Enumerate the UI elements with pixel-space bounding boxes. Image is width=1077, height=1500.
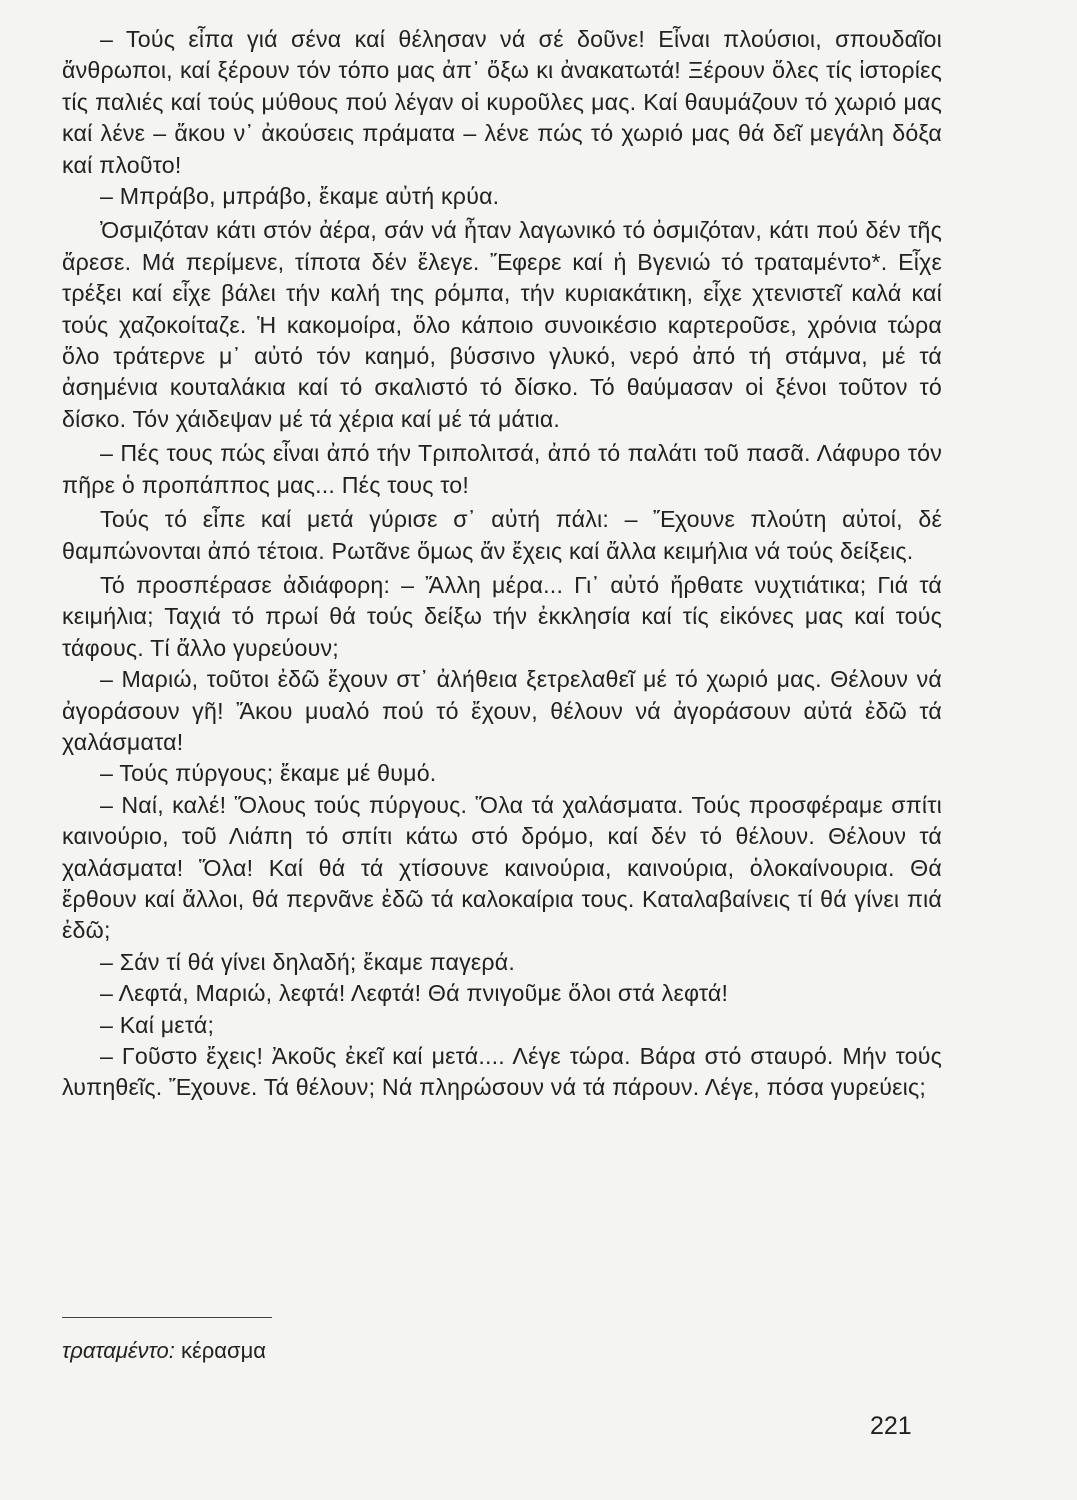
footnote-divider — [62, 1317, 272, 1318]
footnote-term: τραταμέντο: — [62, 1338, 175, 1363]
paragraph-4: – Πές τους πώς εἶναι ἀπό τήν Τριπολιτσά, ἀπό τό παλάτι τοῦ πασᾶ. Λάφυρο τόν πῆρε ὁ προπάππος μας... Πές τους το! — [62, 440, 942, 498]
paragraph-2: – Μπράβο, μπράβο, ἔκαμε αὐτή κρύα. — [100, 183, 500, 210]
paragraph-8: – Τούς πύργους; ἔκαμε μέ θυμό. — [100, 760, 437, 787]
paragraph-13: – Γοῦστο ἔχεις! Ἀκοῦς ἐκεῖ καί μετά.... Λέγε τώρα. Βάρα στό σταυρό. Μήν τούς λυπηθεῖς. Ἔχουνε. Τά θέλουν; Νά πληρώσουν νά τά πάρουν. Λέγε, πόσα γυρεύεις; — [62, 1043, 942, 1101]
main-text — [62, 24, 942, 1104]
page-number: 221 — [870, 1412, 912, 1440]
paragraph-10: – Σάν τί θά γίνει δηλαδή; ἔκαμε παγερά. — [100, 948, 516, 975]
paragraph-5: Τούς τό εἶπε καί μετά γύρισε σ᾽ αὐτή πάλι: – Ἔχουνε πλούτη αὐτοί, δέ θαμπώνονται ἀπό τέτοια. Ρωτᾶνε ὅμως ἄν ἔχεις καί ἄλλα κειμήλια νά τούς δείξεις. — [62, 506, 942, 564]
paragraph-11: – Λεφτά, Μαριώ, λεφτά! Λεφτά! Θά πνιγοῦμε ὅλοι στά λεφτά! — [100, 980, 729, 1007]
paragraph-1: – Τούς εἶπα γιά σένα καί θέλησαν νά σέ δοῦνε! Εἶναι πλούσιοι, σπουδαῖοι ἄνθρωποι, καί ξέρουν τόν τόπο μας ἀπ᾽ ὄξω κι ἀνακατωτά! Ξέρουν ὅλες τίς ἱστορίες τίς παλιές καί τούς μύθους πού λέγαν οἱ κυροῦλες μας. Καί θαυμάζουν τό χωριό μας καί λένε – ἄκου ν᾽ ἀκούσεις πράματα – λένε πώς τό χωριό μας θά δεῖ μεγάλη δόξα καί πλοῦτο! — [62, 26, 942, 178]
paragraph-9: – Ναί, καλέ! Ὅλους τούς πύργους. Ὅλα τά χαλάσματα. Τούς προσφέραμε σπίτι καινούριο, τοῦ Λιάπη τό σπίτι κάτω στό δρόμο, καί δέν τό θέλουν. Θέλουν τά χαλάσματα! Ὅλα! Καί θά τά χτίσουνε καινούρια, καινούρια, ὁλοκαίνουρια. Θά ἔρθουν καί ἄλλοι, θά περνᾶνε ἐδῶ τά καλοκαίρια τους. Καταλαβαίνεις τί θά γίνει πιά ἐδῶ; — [62, 791, 942, 944]
paragraph-6: Τό προσπέρασε ἀδιάφορη: – Ἄλλη μέρα... Γι᾽ αὐτό ἤρθατε νυχτιάτικα; Γιά τά κειμήλια; Ταχιά τό πρωί θά τούς δείξω τήν ἐκκλησία καί τίς εἰκόνες μας καί τούς τάφους. Τί ἄλλο γυρεύουν; — [62, 571, 942, 661]
paragraph-7: – Μαριώ, τοῦτοι ἐδῶ ἔχουν στ᾽ ἀλήθεια ξετρελαθεῖ μέ τό χωριό μας. Θέλουν νά ἀγοράσουν γῆ! Ἄκου μυαλό πού τό ἔχουν, θέλουν νά ἀγοράσουν αὐτά ἐδῶ τά χαλάσματα! — [62, 666, 942, 755]
paragraph-3: Ὀσμιζόταν κάτι στόν ἀέρα, σάν νά ἦταν λαγωνικό τό ὀσμιζόταν, κάτι πού δέν τῆς ἄρεσε. Μά περίμενε, τίποτα δέν ἔλεγε. Ἔφερε καί ἡ Βγενιώ τό τραταμέντο*. Εἶχε τρέξει καί εἶχε βάλει τήν καλή της ρόμπα, τήν κυριακάτικη, εἶχε χτενιστεῖ καλά καί τούς χαζοκοίταζε. Ἡ κακομοίρα, ὅλο κάποιο συνοικέσιο καρτεροῦσε, χρόνια τώρα ὅλο τράτερνε μ᾽ αὐτό τόν καημό, βύσσινο γλυκό, νερό ἀπό τή στάμνα, μέ τά ἀσημένια κουταλάκια καί τό σκαλιστό τό δίσκο. Τό θαύμασαν οἱ ξένοι τοῦτον τό δίσκο. Τόν χάιδεψαν μέ τά χέρια καί μέ τά μάτια. — [62, 217, 942, 432]
footnote — [62, 1338, 266, 1364]
paragraph-12: – Καί μετά; — [100, 1011, 215, 1038]
footnote-definition: κέρασμα — [180, 1338, 266, 1363]
